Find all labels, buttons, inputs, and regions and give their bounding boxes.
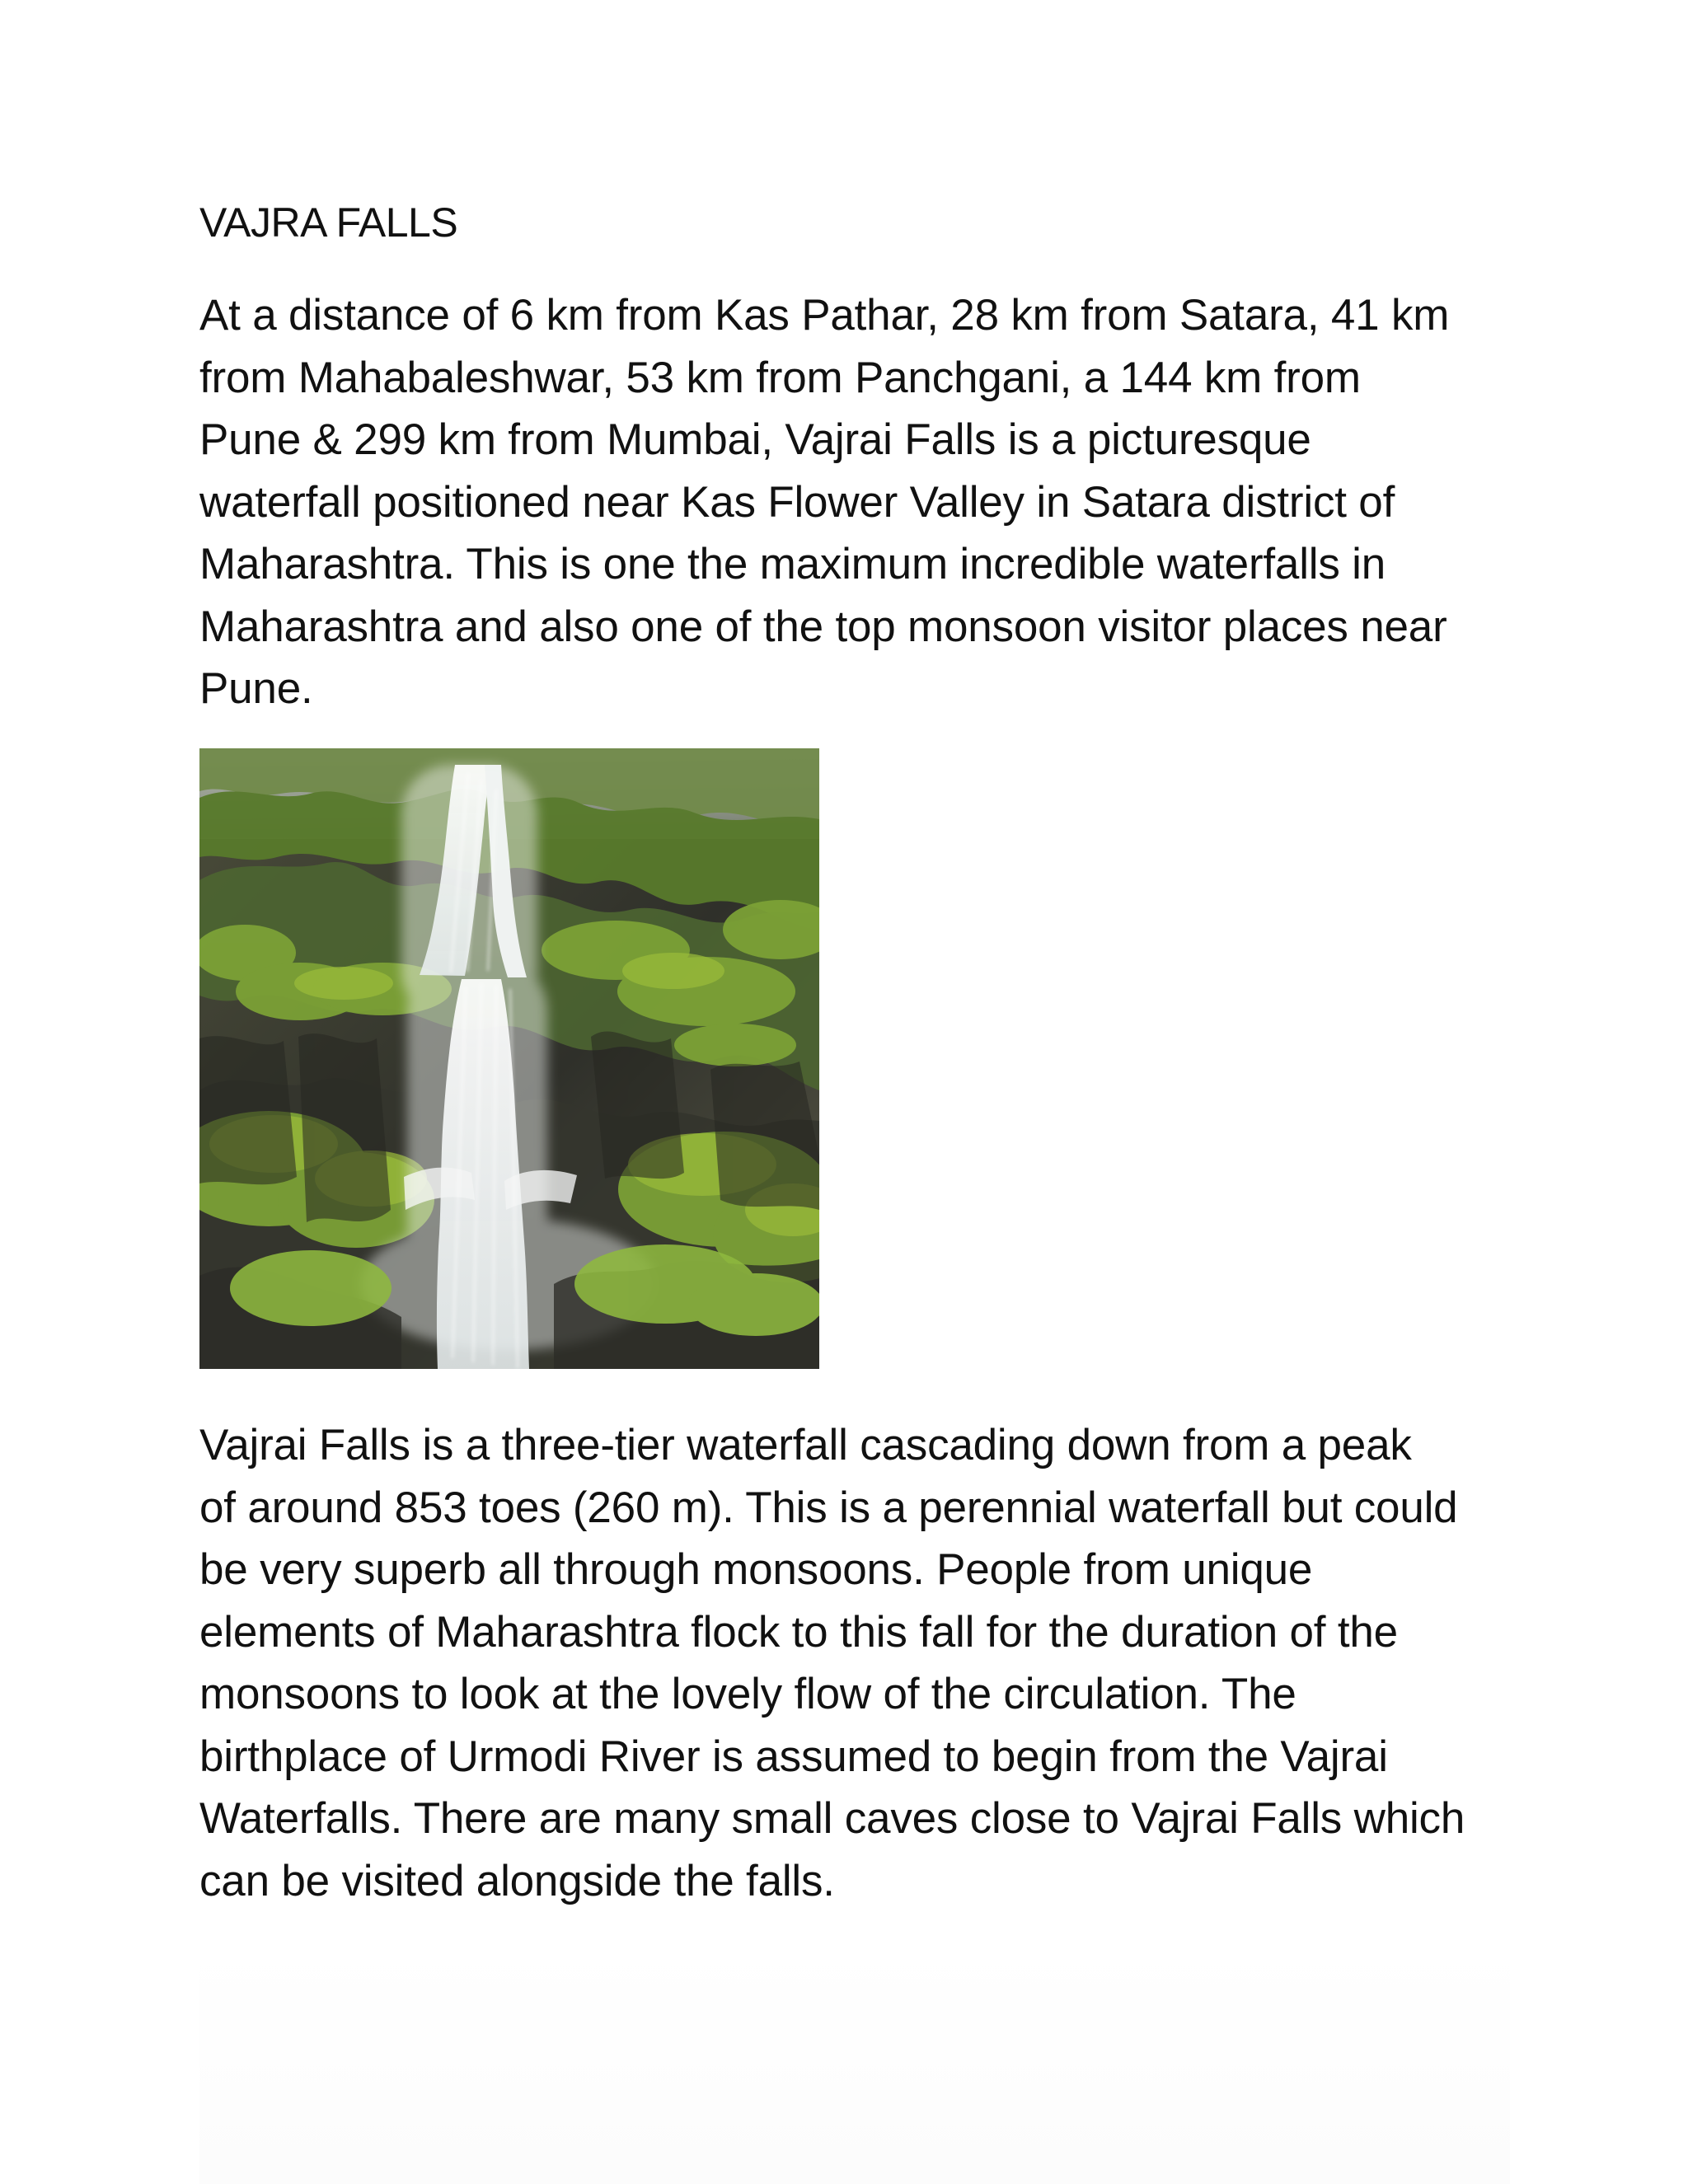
detail-line: birthplace of Urmodi River is assumed to begin from the Vajrai: [199, 1732, 1388, 1781]
intro-line: from Mahabaleshwar, 53 km from Panchgani, a 144 km from: [199, 353, 1361, 402]
detail-line: Vajrai Falls is a three-tier waterfall cascading down from a peak: [199, 1421, 1412, 1469]
intro-line: At a distance of 6 km from Kas Pathar, 28 km from Satara, 41 km: [199, 291, 1450, 340]
detail-line: be very superb all through monsoons. People from unique: [199, 1545, 1313, 1594]
waterfall-illustration: [199, 748, 819, 1369]
detail-line: monsoons to look at the lovely flow of the circulation. The: [199, 1670, 1296, 1718]
intro-line: Pune.: [199, 664, 313, 713]
intro-line: waterfall positioned near Kas Flower Valley in Satara district of: [199, 477, 1395, 527]
intro-line: Pune & 299 km from Mumbai, Vajrai Falls is a picturesque: [199, 415, 1311, 464]
detail-line: can be visited alongside the falls.: [199, 1856, 835, 1905]
detail-line: Waterfalls. There are many small caves close to Vajrai Falls which: [199, 1794, 1465, 1843]
intro-line: Maharashtra and also one of the top monsoon visitor places near: [199, 602, 1447, 651]
intro-paragraph: [199, 284, 1510, 720]
document-title: VAJRA FALLS: [199, 199, 458, 246]
intro-line: Maharashtra. This is one the maximum incredible waterfalls in: [199, 540, 1386, 588]
detail-line: of around 853 toes (260 m). This is a perennial waterfall but could: [199, 1483, 1458, 1532]
waterfall-photo: [199, 748, 819, 1369]
detail-paragraph: [199, 1414, 1510, 1912]
detail-line: elements of Maharashtra flock to this fall for the duration of the: [199, 1607, 1398, 1657]
page-lower-shade: [199, 1945, 1510, 2184]
